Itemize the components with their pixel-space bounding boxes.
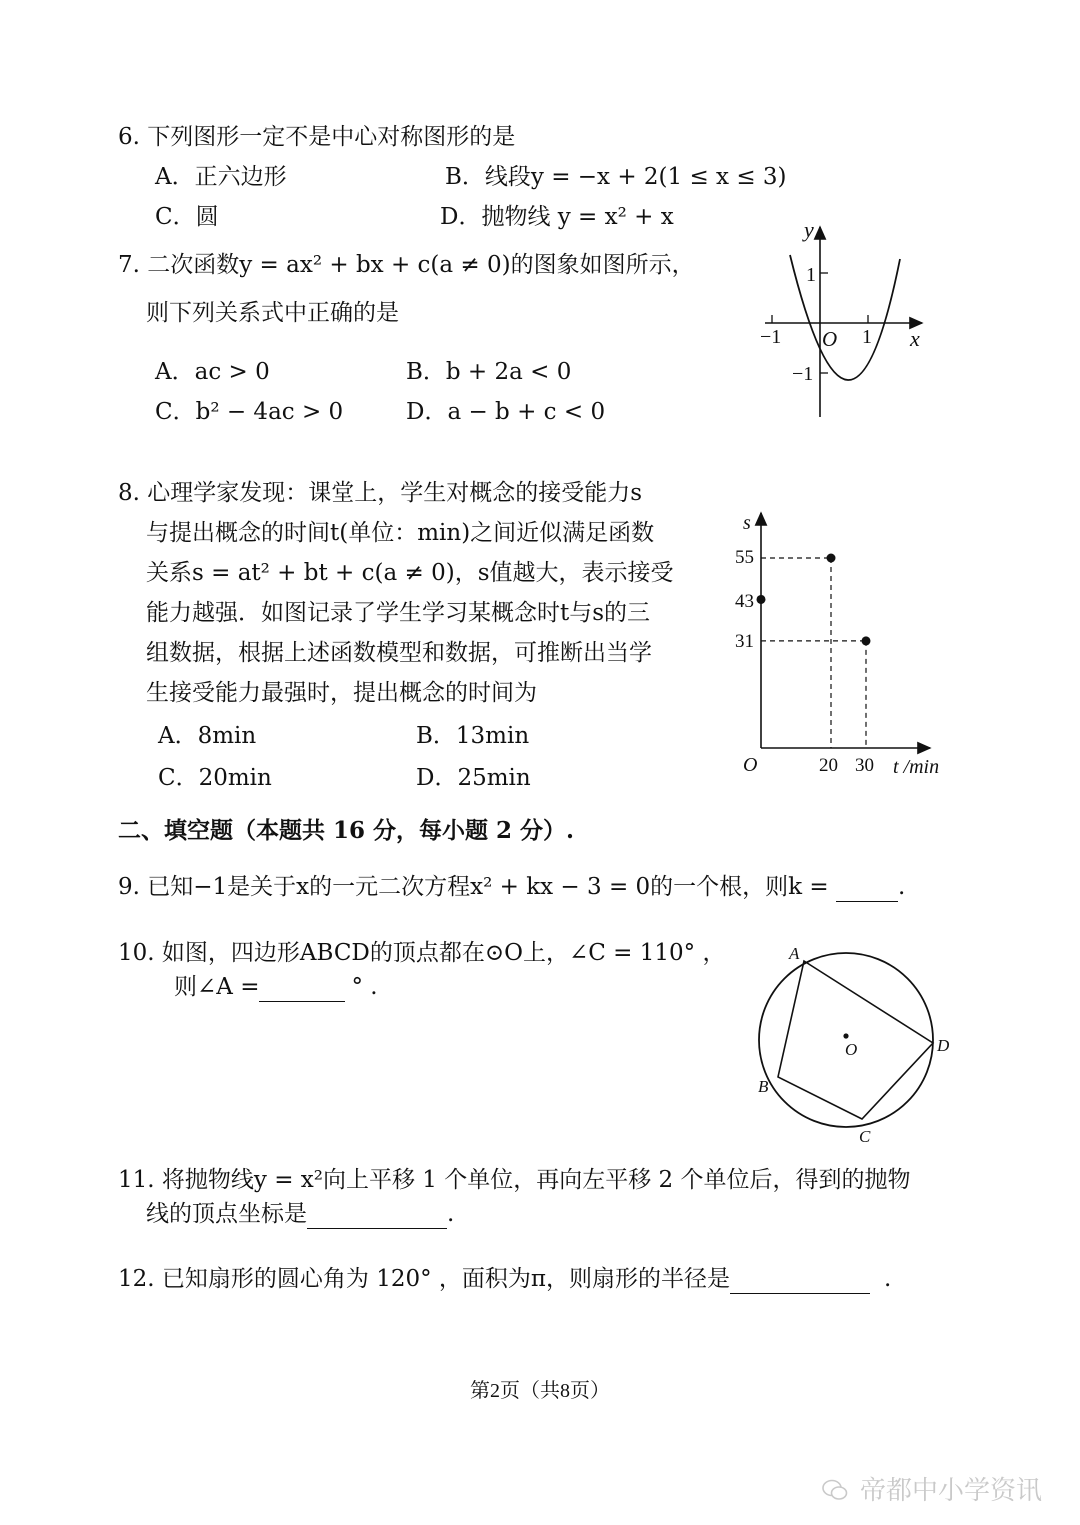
q7-stem-line1: 7. 二次函数y = ax² + bx + c(a ≠ 0)的图象如图所示， bbox=[118, 252, 695, 278]
x-tick-neg1-label: −1 bbox=[760, 326, 782, 348]
q7-option-c: C．b² − 4ac > 0 bbox=[155, 399, 344, 425]
q7-option-a: A．ac > 0 bbox=[155, 359, 270, 385]
q12-answer-blank[interactable] bbox=[730, 1268, 870, 1293]
x-axis-label: x bbox=[910, 326, 920, 351]
q7-parabola-figure bbox=[750, 215, 940, 425]
q10-end: ° . bbox=[351, 974, 378, 1000]
vertex-c-label: C bbox=[859, 1127, 871, 1146]
center-o-label: O bbox=[845, 1040, 858, 1059]
q6-option-b: B．线段y = −x + 2(1 ≤ x ≤ 3) bbox=[445, 164, 787, 190]
q6-option-a: A．正六边形 bbox=[155, 164, 287, 190]
q10-answer-blank[interactable] bbox=[259, 976, 345, 1001]
q9-stem: 9. 已知−1是关于x的一元二次方程x² + kx − 3 = 0的一个根，则k = bbox=[118, 874, 837, 900]
x-tick-1-label: 1 bbox=[862, 326, 872, 348]
s-tick-55: 55 bbox=[735, 547, 754, 568]
q11-answer-blank[interactable] bbox=[307, 1203, 447, 1228]
q9-text bbox=[118, 874, 905, 902]
q12-text bbox=[118, 1266, 891, 1294]
q10-circle-figure bbox=[748, 935, 958, 1150]
q11-line-2 bbox=[146, 1201, 454, 1229]
q7-option-b: B．b + 2a < 0 bbox=[406, 359, 572, 385]
q10-line-1: 10. 如图，四边形ABCD的顶点都在⊙O上，∠C = 110° ， bbox=[118, 940, 726, 966]
q8-line-2: 与提出概念的时间t(单位：min)之间近似满足函数 bbox=[146, 520, 655, 546]
q9-end: . bbox=[898, 874, 906, 900]
vertex-a-label: A bbox=[789, 944, 800, 963]
q8-line-6: 生接受能力最强时，提出概念的时间为 bbox=[146, 680, 537, 706]
q12-stem: 12. 已知扇形的圆心角为 120° ，面积为π，则扇形的半径是 bbox=[118, 1266, 731, 1292]
s-tick-31: 31 bbox=[735, 631, 754, 652]
q8-line-4: 能力越强．如图记录了学生学习某概念时t与s的三 bbox=[146, 600, 651, 626]
q6-option-d: D．抛物线 y = x² + x bbox=[440, 204, 674, 230]
t-tick-20: 20 bbox=[819, 755, 838, 776]
t-tick-30: 30 bbox=[855, 755, 874, 776]
origin-label: O bbox=[743, 754, 758, 776]
q8-line-1: 8. 心理学家发现：课堂上，学生对概念的接受能力s bbox=[118, 480, 643, 506]
page-footer: 第2页（共8页） bbox=[470, 1380, 610, 1402]
q8-option-c: C．20min bbox=[158, 765, 272, 791]
q8-option-a: A．8min bbox=[158, 723, 257, 749]
s-axis-label: s bbox=[743, 512, 751, 534]
data-point-0 bbox=[757, 595, 766, 604]
wechat-icon bbox=[822, 1479, 848, 1501]
q11-stem: 线的顶点坐标是 bbox=[146, 1201, 307, 1227]
q9-answer-blank[interactable] bbox=[836, 876, 898, 901]
y-tick-neg1-label: −1 bbox=[792, 363, 814, 385]
q8-data-figure bbox=[725, 505, 950, 785]
q8-option-d: D．25min bbox=[416, 765, 531, 791]
q11-end: . bbox=[447, 1201, 455, 1227]
q10-line-2 bbox=[174, 974, 378, 1002]
vertex-d-label: D bbox=[937, 1036, 950, 1055]
y-axis-label: y bbox=[804, 217, 814, 242]
q8-line-5: 组数据，根据上述函数模型和数据，可推断出当学 bbox=[146, 640, 652, 666]
section-2-title: 二、填空题（本题共 16 分，每小题 2 分）. bbox=[118, 817, 575, 844]
t-axis-label: t /min bbox=[893, 756, 940, 778]
q7-option-d: D．a − b + c < 0 bbox=[406, 399, 606, 425]
q7-stem-line2: 则下列关系式中正确的是 bbox=[146, 300, 399, 326]
q12-end: . bbox=[884, 1266, 892, 1292]
q8-option-b: B．13min bbox=[416, 723, 530, 749]
q8-line-3: 关系s = at² + bt + c(a ≠ 0)，s值越大，表示接受 bbox=[146, 560, 674, 586]
y-tick-1-label: 1 bbox=[806, 264, 816, 286]
q10-angle-a: 则∠A = bbox=[174, 974, 260, 1000]
q11-line-1: 11. 将抛物线y = x²向上平移 1 个单位，再向左平移 2 个单位后，得到的抛物 bbox=[118, 1167, 911, 1193]
data-point-1 bbox=[827, 554, 836, 563]
center-point bbox=[843, 1033, 848, 1038]
data-point-2 bbox=[862, 636, 871, 645]
vertex-b-label: B bbox=[758, 1077, 769, 1096]
q6-option-c: C．圆 bbox=[155, 204, 219, 230]
origin-label: O bbox=[822, 327, 838, 351]
s-tick-43: 43 bbox=[735, 591, 754, 612]
q6-stem: 6. 下列图形一定不是中心对称图形的是 bbox=[118, 124, 516, 150]
watermark-text: 帝都中小学资讯 bbox=[859, 1476, 1042, 1506]
